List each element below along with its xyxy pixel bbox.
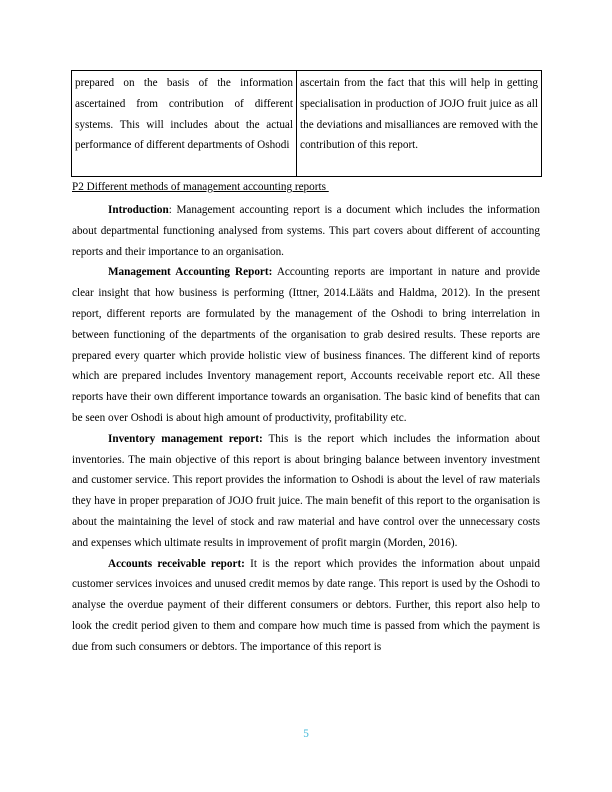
paragraph-label: Inventory management report:	[108, 432, 263, 445]
body-text	[72, 178, 540, 658]
paragraph-accounts-receivable-report	[72, 554, 540, 658]
paragraph-label: Accounts receivable report:	[108, 557, 245, 570]
section-heading: P2 Different methods of management accounting reports	[72, 181, 329, 193]
table-cell-left: prepared on the basis of the information ascertained from contribution of different systems. This will includes about the actual performance of different departments of Oshodi	[72, 71, 297, 177]
paragraph-introduction	[72, 200, 540, 262]
page-number: 5	[303, 728, 309, 740]
paragraph-label: Introduction	[108, 204, 169, 216]
paragraph-management-accounting-report	[72, 262, 540, 428]
paragraph-text: Accounting reports are important in nature and provide clear insight that how business is performing (Ittner, 2014.Lääts and Haldma, 2012). In the present report, different reports are formulated by the management of the Oshodi to bring interrelation in between functioning of the departments of the organisation to grab desired results. These reports are prepared every quarter which provide holistic view of business finances. The different kind of reports which are prepared includes Inventory management report, Accounts receivable report etc. All these reports have their own different importance towards an organisation. The basic kind of benefits that can be seen over Oshodi is about high amount of productivity, profitability etc.	[72, 266, 540, 424]
paragraph-label: Management Accounting Report:	[108, 266, 273, 279]
paragraph-text: This is the report which includes the information about inventories. The main objective of this report is about bringing balance between inventory investment and customer service. This report provides the information to Oshodi is about the level of raw materials they have in proper preparation of JOJO fruit juice. The main benefit of this report to the organisation is about the maintaining the level of stock and raw material and have control over the unnecessary costs and expenses which ultimate results in improvement of profit margin (Morden, 2016).	[72, 432, 541, 549]
table-cell-right: ascertain from the fact that this will help in getting specialisation in production of JOJO fruit juice as all the deviations and misalliances are removed with the contribution of this report.	[297, 71, 542, 177]
table-row	[72, 71, 542, 177]
paragraph-text: It is the report which provides the information about unpaid customer services invoices and unused credit memos by date range. This report is used by the Oshodi to analyse the overdue payment of their different consumers or debtors. Further, this report also help to look the credit period given to them and compare how much time is passed from which the payment is due from such consumers or debtors. The importance of this report is	[72, 557, 541, 653]
continued-table	[71, 70, 542, 177]
paragraph-text: : Management accounting report is a document which includes the information about departmental functioning analysed from systems. This part covers about different of accounting reports and their importance to an organisation.	[72, 204, 540, 258]
paragraph-inventory-management-report	[72, 429, 540, 554]
